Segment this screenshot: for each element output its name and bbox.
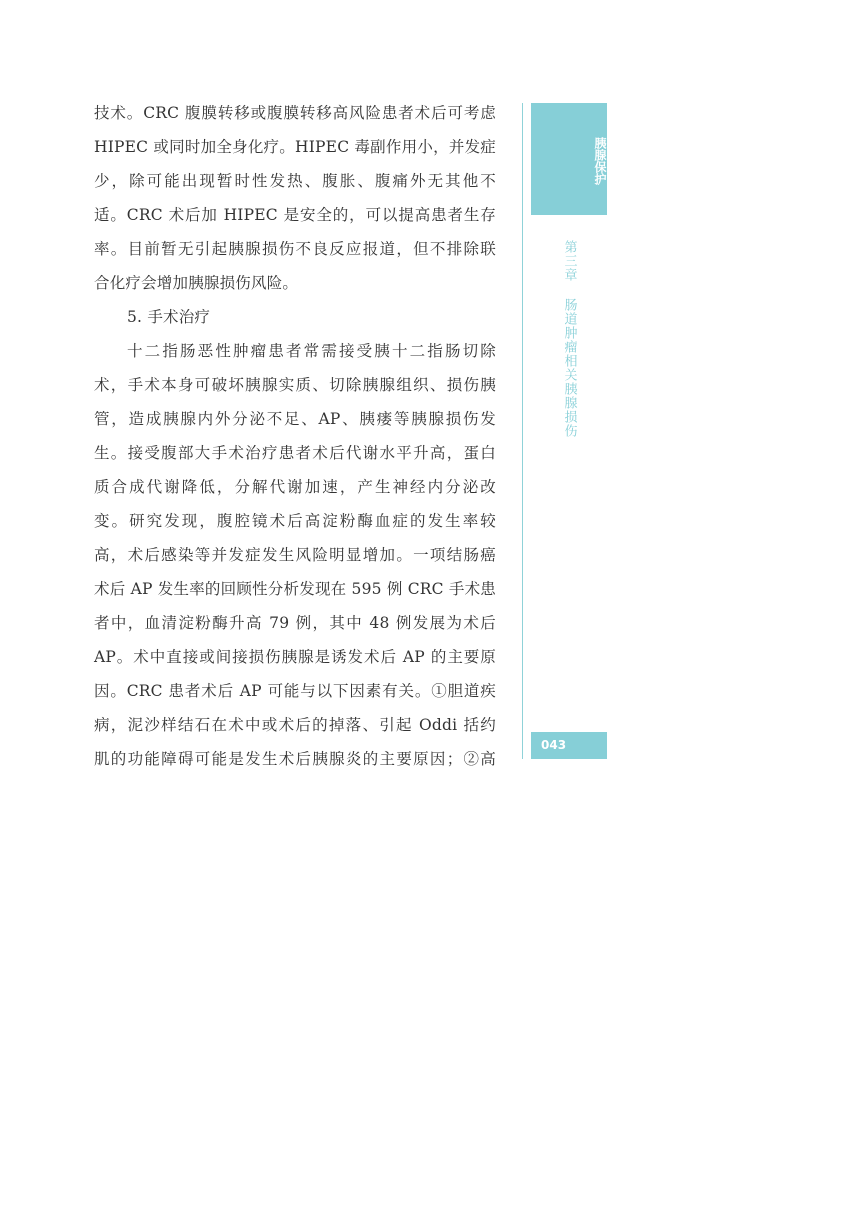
body-line: 术后 AP 发生率的回顾性分析发现在 595 例 CRC 手术患	[94, 580, 496, 598]
page-number-tab	[531, 732, 607, 759]
section-tab	[531, 103, 607, 215]
section-tab-label	[531, 129, 607, 193]
body-line: 生。接受腹部大手术治疗患者术后代谢水平升高，蛋白	[94, 444, 496, 462]
margin-divider	[522, 103, 523, 759]
body-text	[94, 96, 496, 776]
body-line: HIPEC 或同时加全身化疗。HIPEC 毒副作用小，并发症	[94, 138, 496, 156]
chapter-label	[562, 240, 577, 440]
chapter-marker	[531, 240, 607, 440]
body-line: 变。研究发现，腹腔镜术后高淀粉酶血症的发生率较	[94, 512, 496, 530]
body-line: 管，造成胰腺内外分泌不足、AP、胰瘘等胰腺损伤发	[94, 410, 496, 428]
body-line: 因。CRC 患者术后 AP 可能与以下因素有关。①胆道疾	[94, 682, 496, 700]
section-tab-text: 胰腺保护	[593, 137, 607, 185]
body-line: 质合成代谢降低，分解代谢加速，产生神经内分泌改	[94, 478, 496, 496]
body-line: AP。术中直接或间接损伤胰腺是诱发术后 AP 的主要原	[94, 648, 496, 666]
body-line: 合化疗会增加胰腺损伤风险。	[94, 274, 299, 292]
body-line: 少，除可能出现暂时性发热、腹胀、腹痛外无其他不	[94, 172, 496, 190]
body-line: 适。CRC 术后加 HIPEC 是安全的，可以提高患者生存	[94, 206, 496, 224]
body-line: 病，泥沙样结石在术中或术后的掉落、引起 Oddi 括约	[94, 716, 496, 734]
chapter-title: 肠道肿瘤相关胰腺损伤	[561, 298, 577, 438]
body-line: 十二指肠恶性肿瘤患者常需接受胰十二指肠切除	[127, 342, 496, 360]
body-line: 者中，血清淀粉酶升高 79 例，其中 48 例发展为术后	[94, 614, 496, 632]
body-line: 高，术后感染等并发症发生风险明显增加。一项结肠癌	[94, 546, 496, 564]
body-line: 肌的功能障碍可能是发生术后胰腺炎的主要原因；②高	[94, 750, 496, 768]
body-line: 术，手术本身可破坏胰腺实质、切除胰腺组织、损伤胰	[94, 376, 496, 394]
section-heading: 5. 手术治疗	[127, 308, 211, 326]
chapter-number: 第三章	[561, 240, 577, 282]
page-number: 043	[541, 738, 567, 752]
body-line: 技术。CRC 腹膜转移或腹膜转移高风险患者术后可考虑	[94, 104, 496, 122]
body-line: 率。目前暂无引起胰腺损伤不良反应报道，但不排除联	[94, 240, 496, 258]
